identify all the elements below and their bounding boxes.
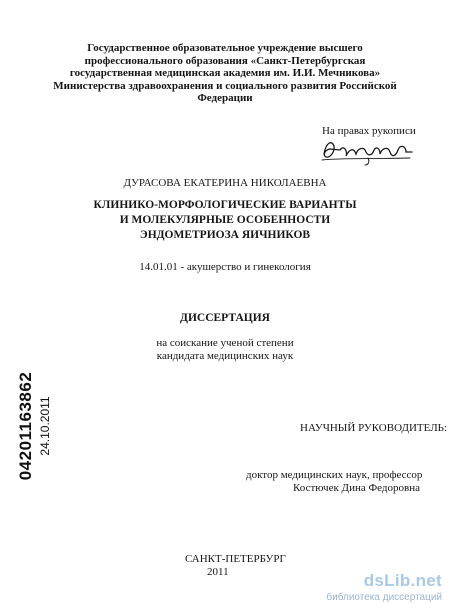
degree-line: кандидата медицинских наук xyxy=(156,350,294,362)
watermark-logo: dsLib.net xyxy=(363,571,442,590)
library-stamp-date: 24.10.2011 xyxy=(38,396,52,456)
title-line: ЭНДОМЕТРИОЗА ЯИЧНИКОВ xyxy=(139,229,311,241)
author-name: ДУРАСОВА ЕКАТЕРИНА НИКОЛАЕВНА xyxy=(123,177,327,189)
specialty-code: 14.01.01 - акушерство и гинекология xyxy=(139,261,311,273)
degree-info xyxy=(0,337,450,363)
library-stamp-code: 04201163862 xyxy=(16,371,35,481)
supervisor-rank: доктор медицинских наук, профессор xyxy=(246,469,423,481)
institution-line: государственная медицинская академия им. И.И. Мечникова» xyxy=(69,67,381,79)
document-type: ДИССЕРТАЦИЯ xyxy=(180,312,270,324)
institution-line: Федерации xyxy=(197,92,253,104)
manuscript-rights-note: На правах рукописи xyxy=(322,125,416,137)
supervisor-name: Костючек Дина Федоровна xyxy=(293,482,420,494)
year: 2011 xyxy=(207,566,229,578)
author-signature xyxy=(318,134,418,168)
supervisor-label: НАУЧНЫЙ РУКОВОДИТЕЛЬ: xyxy=(300,422,448,434)
institution-line: Государственное образовательное учреждение высшего xyxy=(87,42,363,54)
city: САНКТ-ПЕТЕРБУРГ xyxy=(185,553,286,565)
dissertation-title xyxy=(0,198,450,243)
institution-line: Министерства здравоохранения и социального развития Российской xyxy=(53,79,397,92)
title-line: КЛИНИКО-МОРФОЛОГИЧЕСКИЕ ВАРИАНТЫ xyxy=(93,199,357,211)
watermark-subtitle: библиотека диссертаций xyxy=(326,592,442,603)
title-line: И МОЛЕКУЛЯРНЫЕ ОСОБЕННОСТИ xyxy=(119,214,331,226)
institution-line: профессионального образования «Санкт-Петербургская xyxy=(84,54,366,67)
degree-line: на соискание ученой степени xyxy=(156,337,294,349)
institution-header xyxy=(0,42,450,105)
